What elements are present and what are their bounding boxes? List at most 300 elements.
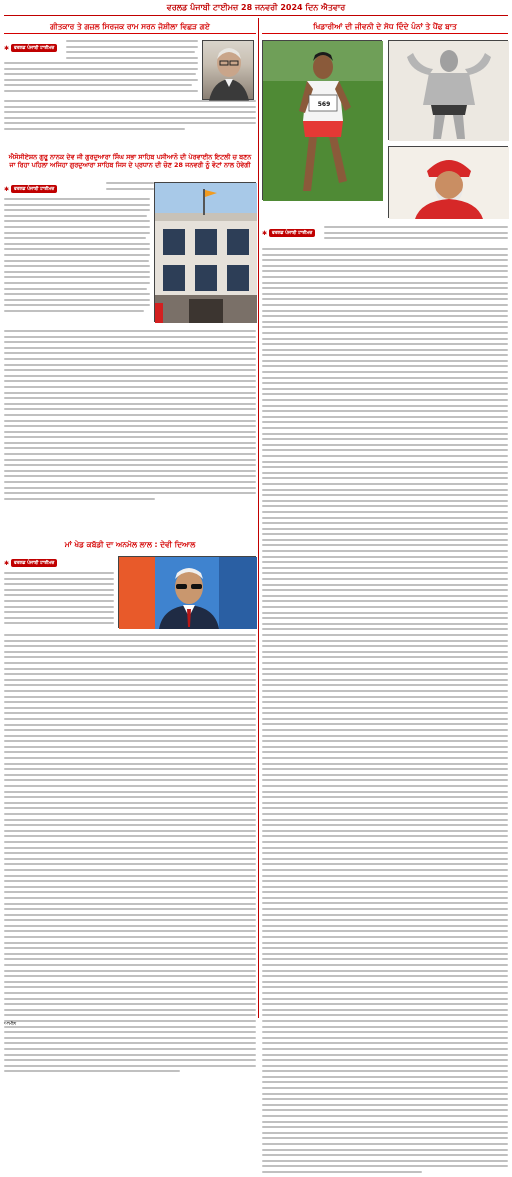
text-line: [4, 578, 114, 580]
text-line: [262, 1042, 508, 1044]
text-line: [4, 1059, 256, 1061]
text-line: [262, 612, 508, 614]
star-icon: ✱: [4, 44, 10, 52]
text-line: [262, 377, 508, 379]
text-line: [4, 475, 256, 477]
text-line: [262, 886, 508, 888]
text-line: [262, 304, 508, 306]
text-line: [4, 1003, 256, 1005]
text-line: [262, 875, 508, 877]
text-line: [4, 1070, 180, 1072]
text-line: [262, 774, 508, 776]
text-line: [4, 330, 256, 332]
text-line: [262, 270, 508, 272]
text-line: [262, 483, 508, 485]
text-line: [324, 237, 508, 239]
text-line: [262, 1003, 508, 1005]
text-line: [4, 1020, 256, 1022]
text-line: [262, 1109, 508, 1111]
text-line: [262, 1048, 508, 1050]
text-line: [4, 718, 256, 720]
text-line: [262, 640, 508, 642]
text-line: [4, 796, 256, 798]
text-line: [4, 453, 256, 455]
text-line: [4, 481, 256, 483]
text-line: [262, 824, 508, 826]
text-line: [4, 740, 256, 742]
text-line: [262, 315, 508, 317]
text-line: [4, 729, 256, 731]
text-line: [262, 416, 508, 418]
text-line: [324, 226, 508, 228]
text-line: [262, 500, 508, 502]
right-text-full: [262, 248, 508, 1177]
text-line: [106, 182, 154, 184]
text-line: [4, 651, 256, 653]
article3-body: [4, 556, 256, 1027]
text-line: [4, 807, 256, 809]
text-line: [4, 380, 256, 382]
text-line: [4, 981, 256, 983]
text-line: [4, 1026, 256, 1028]
text-line: [262, 1126, 508, 1128]
text-line: [4, 436, 256, 438]
text-line: [4, 232, 150, 234]
athlete-bodybuilder-photo: [388, 40, 508, 140]
text-line: [4, 215, 147, 217]
text-line: [66, 57, 198, 59]
text-line: [262, 919, 508, 921]
text-line: [4, 958, 256, 960]
text-line: [262, 1143, 508, 1145]
text-line: [4, 68, 198, 70]
text-line: [262, 947, 508, 949]
text-line: [262, 891, 508, 893]
text-line: [4, 942, 256, 944]
text-line: [262, 1054, 508, 1056]
text-line: [4, 992, 256, 994]
text-line: [262, 1160, 508, 1162]
text-line: [4, 645, 256, 647]
text-line: [4, 975, 256, 977]
text-line: [262, 942, 508, 944]
article2-header: [4, 144, 256, 178]
text-line: [4, 679, 256, 681]
article2-text-full: [4, 330, 256, 503]
text-line: [4, 470, 256, 472]
text-line: [262, 729, 508, 731]
text-line: [262, 684, 508, 686]
text-line: [262, 958, 508, 960]
text-line: [262, 399, 508, 401]
text-line: [262, 908, 508, 910]
text-line: [262, 1165, 508, 1167]
text-line: [4, 919, 256, 921]
text-line: [262, 606, 508, 608]
text-line: [324, 232, 508, 234]
text-line: [4, 611, 114, 613]
text-line: [262, 584, 508, 586]
text-line: [4, 986, 256, 988]
masthead: [0, 0, 512, 16]
dateline-badge: ਵਰਲਡ ਪੰਜਾਬੀ ਟਾਈਮਜ਼: [11, 44, 57, 52]
text-line: [4, 606, 114, 608]
text-line: [4, 589, 114, 591]
text-line: [262, 679, 508, 681]
text-line: [66, 40, 198, 42]
text-line: [4, 204, 150, 206]
text-line: [262, 365, 508, 367]
text-line: [262, 405, 508, 407]
text-line: [262, 819, 508, 821]
text-line: [262, 354, 508, 356]
text-line: [262, 254, 508, 256]
text-line: [262, 421, 508, 423]
text-line: [4, 243, 150, 245]
text-line: [4, 891, 256, 893]
text-line: [4, 841, 256, 843]
text-line: [4, 785, 256, 787]
text-line: [262, 477, 508, 479]
text-line: [4, 265, 150, 267]
text-line: [262, 444, 508, 446]
text-line: [262, 544, 508, 546]
text-line: [262, 1115, 508, 1117]
text-line: [4, 403, 256, 405]
article1-text-bottom: [4, 100, 256, 134]
text-line: [4, 662, 256, 664]
text-line: [262, 757, 508, 759]
text-line: [262, 902, 508, 904]
text-line: [4, 420, 256, 422]
text-line: [262, 863, 508, 865]
text-line: [262, 522, 508, 524]
text-line: [4, 1065, 256, 1067]
text-line: [262, 282, 508, 284]
text-line: [4, 914, 256, 916]
text-line: [4, 299, 150, 301]
athlete-runner-photo: [262, 40, 382, 200]
text-line: [4, 364, 256, 366]
text-line: [4, 953, 256, 955]
text-line: [4, 998, 256, 1000]
text-line: [262, 410, 508, 412]
text-line: [4, 117, 256, 119]
text-line: [262, 645, 508, 647]
text-line: [262, 712, 508, 714]
right-article-header: [262, 20, 508, 34]
text-line: [4, 858, 256, 860]
text-line: [4, 970, 256, 972]
text-line: [262, 1104, 508, 1106]
article1-text-top: [66, 40, 198, 62]
text-line: [262, 830, 508, 832]
text-line: [262, 461, 508, 463]
text-line: [4, 656, 256, 658]
text-line: [4, 498, 155, 500]
text-line: [262, 813, 508, 815]
right-column: [262, 18, 508, 1018]
text-line: [4, 336, 256, 338]
text-line: [262, 265, 508, 267]
text-line: [262, 533, 508, 535]
text-line: [262, 1137, 508, 1139]
text-line: [4, 106, 256, 108]
star-icon: ✱: [4, 559, 10, 567]
column-divider: [258, 18, 259, 1018]
text-line: [4, 594, 114, 596]
text-line: [4, 813, 256, 815]
article3-header: [4, 538, 256, 552]
text-line: [4, 819, 256, 821]
text-line: [262, 567, 508, 569]
star-icon: ✱: [4, 185, 10, 193]
text-line: [4, 964, 256, 966]
text-line: [262, 349, 508, 351]
text-line: [4, 886, 256, 888]
end-mark: ਆਮੀਨ: [4, 1022, 17, 1027]
text-line: [4, 617, 114, 619]
text-line: [262, 1171, 422, 1173]
text-line: [4, 572, 114, 574]
text-line: [4, 392, 256, 394]
text-line: [4, 768, 256, 770]
text-line: [4, 583, 114, 585]
text-line: [262, 1031, 508, 1033]
text-line: [262, 975, 508, 977]
dateline-badge: ਵਰਲਡ ਪੰਜਾਬੀ ਟਾਈਮਜ਼: [11, 185, 57, 193]
text-line: [262, 472, 508, 474]
text-line: [4, 746, 256, 748]
text-line: [4, 869, 256, 871]
text-line: [4, 751, 256, 753]
gurdwara-building-photo: [154, 182, 256, 322]
text-line: [4, 408, 256, 410]
text-line: [262, 1020, 508, 1022]
text-line: [262, 914, 508, 916]
text-line: [262, 880, 508, 882]
text-line: [4, 757, 256, 759]
text-line: [262, 1149, 508, 1151]
text-line: [4, 707, 256, 709]
text-line: [262, 735, 508, 737]
text-line: [4, 622, 114, 624]
text-line: [262, 310, 508, 312]
text-line: [262, 1081, 508, 1083]
text-line: [4, 276, 150, 278]
text-line: [4, 442, 256, 444]
text-line: [4, 425, 256, 427]
text-line: [4, 304, 150, 306]
text-line: [4, 847, 256, 849]
text-line: [4, 111, 256, 113]
article3-end: [4, 1010, 64, 1027]
text-line: [262, 668, 508, 670]
text-line: [4, 1054, 256, 1056]
text-line: [262, 1154, 508, 1156]
text-line: [4, 802, 256, 804]
text-line: [4, 1042, 256, 1044]
text-line: [262, 338, 508, 340]
right-article-headline: ਖਿਡਾਰੀਆਂ ਦੀ ਜੀਵਨੀ ਦੇ ਸੋਧ ਦਿੰਦੇ ਪੰਨਾਂ ਤੇ ਪੈਂਫ ਬਾਤ: [313, 21, 457, 31]
text-line: [262, 992, 508, 994]
text-line: [262, 1087, 508, 1089]
athlete-turban-photo: [388, 146, 508, 218]
text-line: [262, 433, 508, 435]
text-line: [4, 347, 256, 349]
text-line: [262, 449, 508, 451]
text-line: [4, 237, 146, 239]
text-line: [4, 863, 256, 865]
text-line: [66, 46, 198, 48]
text-line: [4, 824, 256, 826]
text-line: [4, 84, 192, 86]
text-line: [4, 414, 256, 416]
text-line: [262, 455, 508, 457]
text-line: [4, 852, 256, 854]
text-line: [262, 595, 508, 597]
text-line: [262, 628, 508, 630]
masthead-title: ਵਰਲਡ ਪੰਜਾਬੀ ਟਾਈਮਜ਼ 28 ਜਨਵਰੀ 2024 ਦਿਨ ਐਤਵਾਰ: [166, 3, 346, 12]
article3-headline: ਮਾਂ ਖੇਡ ਕਬੱਡੀ ਦਾ ਅਨਮੋਲ ਲਾਲ : ਦੇਵੀ ਦਿਆਲ: [64, 540, 196, 550]
text-line: [4, 358, 256, 360]
text-line: [4, 634, 256, 636]
text-line: [262, 768, 508, 770]
text-line: [262, 550, 508, 552]
text-line: [4, 835, 256, 837]
text-line: [4, 122, 256, 124]
text-line: [262, 326, 508, 328]
text-line: [262, 634, 508, 636]
text-line: [4, 600, 114, 602]
text-line: [262, 600, 508, 602]
text-line: [262, 505, 508, 507]
top-rule: [4, 15, 508, 16]
text-line: [4, 288, 147, 290]
text-line: [262, 1065, 508, 1067]
text-line: [66, 51, 195, 53]
text-line: [4, 447, 256, 449]
text-line: [4, 220, 150, 222]
text-line: [4, 464, 256, 466]
text-line: [4, 1031, 256, 1033]
text-line: [262, 1132, 508, 1134]
left-column: [4, 18, 256, 1027]
text-line: [262, 1098, 508, 1100]
text-line: [262, 835, 508, 837]
building-illustration: [155, 183, 257, 323]
text-line: [262, 1026, 508, 1028]
text-line: [4, 352, 256, 354]
text-line: [4, 369, 256, 371]
text-line: [262, 847, 508, 849]
text-line: [262, 248, 508, 250]
text-line: [262, 791, 508, 793]
article1-header: [4, 20, 256, 34]
text-line: [4, 226, 150, 228]
text-line: [262, 556, 508, 558]
text-line: [4, 100, 256, 102]
text-line: [262, 696, 508, 698]
text-line: [4, 310, 144, 312]
text-line: [4, 62, 198, 64]
article2-text-beside-badge: [106, 182, 154, 193]
text-line: [4, 701, 256, 703]
dateline-badge: ਵਰਲਡ ਪੰਜਾਬੀ ਟਾਈਮਜ਼: [269, 229, 315, 237]
text-line: [262, 707, 508, 709]
text-line: [262, 494, 508, 496]
article2-text-left: [4, 198, 150, 315]
text-line: [4, 209, 150, 211]
text-line: [4, 341, 256, 343]
text-line: [262, 276, 508, 278]
portrait-illustration: [203, 41, 255, 101]
text-line: [4, 724, 256, 726]
text-line: [262, 572, 508, 574]
text-line: [4, 254, 150, 256]
text-line: [4, 198, 150, 200]
text-line: [4, 690, 256, 692]
text-line: [4, 763, 256, 765]
text-line: [262, 673, 508, 675]
devi-dayal-photo: [118, 556, 256, 628]
text-line: [262, 723, 508, 725]
text-line: [262, 858, 508, 860]
text-line: [106, 188, 154, 190]
text-line: [262, 925, 508, 927]
text-line: [262, 751, 508, 753]
text-line: [262, 1076, 508, 1078]
text-line: [4, 386, 256, 388]
text-line: [4, 128, 185, 130]
text-line: [262, 466, 508, 468]
text-line: [262, 740, 508, 742]
article2-body: [4, 182, 256, 532]
article2-dateline: [4, 182, 104, 196]
text-line: [262, 589, 508, 591]
devi-dayal-illustration: [119, 557, 257, 629]
text-line: [262, 321, 508, 323]
text-line: [262, 298, 508, 300]
text-line: [262, 807, 508, 809]
right-article-dateline: [262, 224, 322, 242]
article2-headline: ਐਸੋਸੀਏਸ਼ਨ ਗੁਰੂ ਨਾਨਕ ਦੇਵ ਜੀ ਗੁਰਦੁਆਰਾ ਸਿੰਘ ਸਭਾ ਸਾਹਿਬ ਪਸੀਆਨੋ ਦੀ ਪੇਰਵਾਈਨ ਇਟਲੀ ਚ ਬਣਨ ਜਾ ਰਿਹਾ ਪਹਿਲਾ ਅਜਿਹਾ ਗੁਰਦੁਆਰਾ ਸਾਹਿਬ ਜਿਸ ਦੇ ਪ੍ਰਧਾਨ ਦੀ ਚੋਣ 28 ਜਨਵਰੀ ਨੂੰ ਵੋਟਾਂ ਨਾਲ ਹੋਵੇਗੀ: [8, 153, 252, 169]
text-line: [262, 897, 508, 899]
article1-text-mid: [4, 62, 198, 96]
text-line: [4, 791, 256, 793]
article3-text-left: [4, 572, 114, 628]
text-line: [4, 293, 150, 295]
text-line: [4, 936, 256, 938]
dateline-badge: ਵਰਲਡ ਪੰਜਾਬੀ ਟਾਈਮਜ਼: [11, 559, 57, 567]
text-line: [262, 936, 508, 938]
text-line: [4, 875, 256, 877]
star-icon: ✱: [262, 229, 268, 237]
turban-illustration: [389, 147, 509, 219]
text-line: [262, 841, 508, 843]
text-line: [262, 617, 508, 619]
text-line: [262, 332, 508, 334]
text-line: [262, 393, 508, 395]
text-line: [262, 382, 508, 384]
bodybuilder-illustration: [389, 41, 509, 141]
runner-illustration: [263, 41, 383, 201]
text-line: [262, 651, 508, 653]
text-line: [262, 528, 508, 530]
text-line: [262, 623, 508, 625]
text-line: [262, 981, 508, 983]
text-line: [262, 1059, 508, 1061]
